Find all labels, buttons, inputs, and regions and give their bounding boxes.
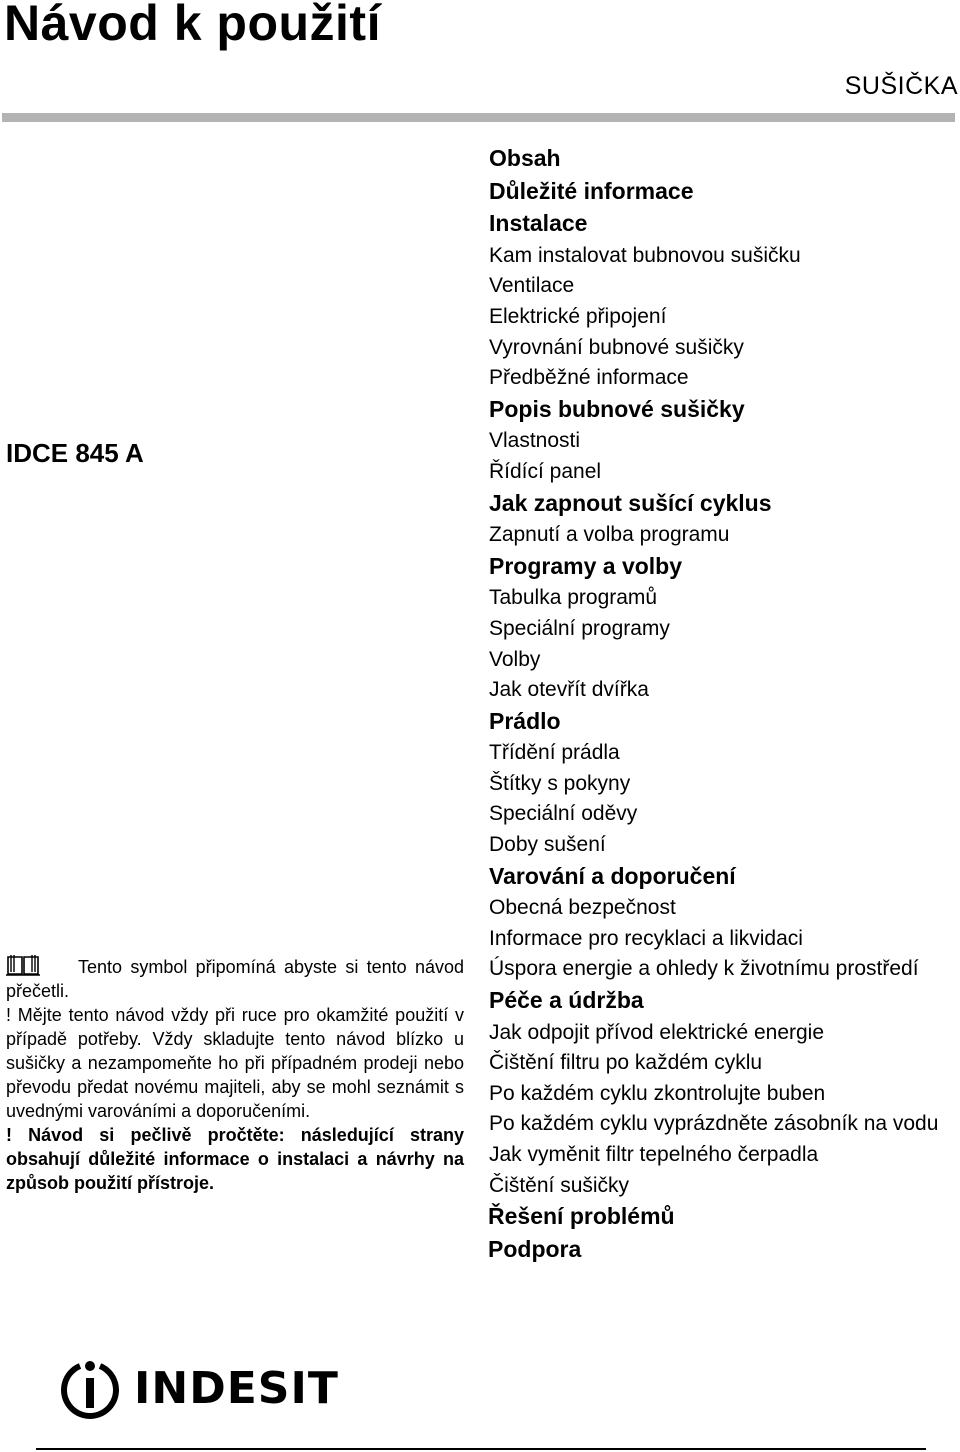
table-of-contents (489, 145, 939, 1268)
instructions-note (6, 954, 464, 1195)
toc-entry: Jak otevřít dvířka (489, 678, 649, 702)
toc-entry: Vlastnosti (489, 429, 581, 453)
toc-section-heading: Popis bubnové sušičky (489, 395, 745, 422)
toc-section-heading: Podpora (488, 1235, 582, 1262)
symbol-note (6, 954, 464, 1003)
toc-entry: Předběžné informace (489, 366, 689, 390)
toc-section-heading: Varování a doporučení (489, 862, 736, 889)
toc-entry: Řídící panel (489, 459, 602, 483)
toc-entry: Tabulka programů (489, 586, 658, 610)
toc-entry: Štítky s pokyny (489, 771, 631, 795)
model-number: IDCE 845 A (6, 438, 144, 468)
toc-entry: Po každém cyklu vyprázdněte zásobník na vodu (489, 1112, 939, 1136)
footer-divider (36, 1448, 926, 1450)
toc-section-heading: Obsah (489, 145, 561, 171)
toc-entry: Čištění filtru po každém cyklu (489, 1051, 763, 1075)
book-icon (6, 954, 40, 976)
toc-entry: Obecná bezpečnost (489, 896, 676, 920)
toc-entry: Elektrické připojení (489, 304, 667, 328)
toc-entry: Jak vyměnit filtr tepelného čerpadla (489, 1143, 819, 1166)
symbol-note-text: Tento symbol připomíná abyste si tento návod přečetli. (6, 957, 464, 1001)
toc-entry: Jak odpojit přívod elektrické energie (489, 1020, 825, 1044)
toc-entry: Doby sušení (489, 833, 606, 857)
toc-entry: Ventilace (489, 274, 575, 298)
toc-section-heading: Instalace (489, 210, 588, 237)
toc-section-heading: Programy a volby (489, 552, 683, 579)
toc-entry: Po každém cyklu zkontrolujte buben (489, 1081, 826, 1105)
toc-section-heading: Jak zapnout sušící cyklus (489, 489, 772, 516)
toc-section-heading: Péče a údržba (489, 987, 644, 1014)
brand-logo (58, 1356, 339, 1420)
toc-entry: Speciální oděvy (489, 802, 638, 826)
toc-entry: Speciální programy (489, 616, 670, 640)
toc-entry: Úspora energie a ohledy k životnímu prostředí (489, 957, 919, 981)
toc-entry: Zapnutí a volba programu (489, 523, 730, 547)
toc-entry: Volby (489, 647, 541, 671)
product-type: SUŠIČKA (844, 72, 958, 100)
toc-entry: Čištění sušičky (489, 1173, 630, 1197)
read-carefully-note: ! Návod si pečlivě pročtěte: následující strany obsahují důležité informace o instalaci a návrhy na způsob použití přístroje. (6, 1125, 464, 1193)
toc-entry: Vyrovnání bubnové sušičky (489, 335, 744, 359)
toc-entry: Třídění prádla (489, 741, 620, 765)
document-title: Návod k použití (4, 0, 381, 51)
toc-entry: Kam instalovat bubnovou sušičku (489, 243, 801, 267)
brand-logo-text: INDESIT (134, 1362, 339, 1414)
toc-section-heading: Řešení problémů (488, 1203, 675, 1230)
toc-section-heading: Důležité informace (489, 177, 694, 204)
toc-entry: Informace pro recyklaci a likvidaci (489, 926, 803, 950)
indesit-logo-icon (58, 1356, 122, 1420)
toc-section-heading: Prádlo (489, 707, 561, 734)
keep-manual-note: ! Mějte tento návod vždy při ruce pro okamžité použití v případě potřeby. Vždy skladujte tento návod blízko u sušičky a nezampomeňte ho při případném prodeji nebo převodu předat novému majiteli, aby se mohl seznámit s uvednými varováními a doporučeními. (6, 1005, 464, 1121)
header-divider (2, 113, 955, 122)
